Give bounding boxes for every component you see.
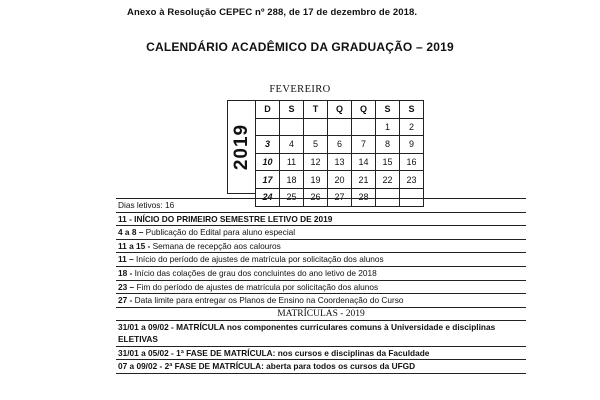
day-cell: 23 [400,171,424,189]
day-cell: 3 [256,136,280,154]
weekday-cell: S [280,101,304,119]
event-row [116,294,526,308]
annex-reference: Anexo à Resolução CEPEC nº 288, de 17 de dezembro de 2018. [127,7,418,18]
day-cell: 19 [304,171,328,189]
day-cell: 15 [376,153,400,171]
event-date: 11 a 15 - [118,240,151,251]
weekday-header-row [256,101,424,119]
matricula-date: 07 a 09/02 - [118,361,163,372]
matricula-text: nos componentes curriculares comuns à Universidade e disciplinas ELETIVAS [118,321,496,344]
day-cell [304,118,328,136]
day-cell: 22 [376,171,400,189]
event-date: 11 – [118,254,134,265]
day-cell [280,118,304,136]
matricula-text: aberta para todos os cursos da UFGD [263,361,416,372]
week-row [256,153,424,171]
day-cell: 8 [376,136,400,154]
day-cell: 27 [328,188,352,206]
day-cell: 1 [376,118,400,136]
day-cell: 10 [256,153,280,171]
page-title: CALENDÁRIO ACADÊMICO DA GRADUAÇÃO – 2019 [146,40,454,54]
week-row [256,171,424,189]
weekday-cell: S [376,101,400,119]
matricula-row [116,321,526,347]
event-text: Semana de recepção aos calouros [150,240,281,251]
dias-letivos: Dias letivos: 16 [116,198,526,213]
matricula-label: 2ª FASE DE MATRÍCULA: [162,361,264,372]
day-cell: 5 [304,136,328,154]
weekday-cell: D [256,101,280,119]
day-cell: 16 [400,153,424,171]
matricula-date: 31/01 a 05/02 - [118,347,174,358]
event-row [116,240,526,254]
event-date: 11 - [118,213,132,224]
day-cell: 26 [304,188,328,206]
matricula-row [116,360,526,374]
day-cell: 6 [328,136,352,154]
day-cell: 17 [256,171,280,189]
week-row [256,118,424,136]
day-cell: 14 [352,153,376,171]
event-row [116,267,526,281]
section-title-matriculas: MATRÍCULAS - 2019 [116,308,526,321]
event-text: Publicação do Edital para aluno especial [143,227,296,238]
event-text: INÍCIO DO PRIMEIRO SEMESTRE LETIVO DE 2019 [131,213,333,224]
year-label-box [227,100,255,194]
year-label: 2019 [230,123,252,171]
event-row [116,253,526,267]
weekday-cell: T [304,101,328,119]
day-cell [256,118,280,136]
day-cell: 24 [256,188,280,206]
event-text: Início das colações de grau dos concluintes do ano letivo de 2018 [132,267,377,278]
matricula-text: nos cursos e disciplinas da Faculdade [275,347,430,358]
day-cell: 28 [352,188,376,206]
month-title: FEVEREIRO [269,84,331,95]
day-cell: 25 [280,188,304,206]
weekday-cell: Q [328,101,352,119]
day-cell: 18 [280,171,304,189]
event-text: Fim do período de ajustes de matrícula por solicitação dos alunos [134,281,379,292]
weekday-cell: S [400,101,424,119]
day-cell: 12 [304,153,328,171]
day-cell: 7 [352,136,376,154]
event-date: 18 - [118,267,133,278]
event-date: 27 - [118,295,133,306]
day-cell: 21 [352,171,376,189]
day-cell [352,118,376,136]
event-row [116,213,526,227]
events-list [116,198,526,374]
day-cell: 2 [400,118,424,136]
day-cell [328,118,352,136]
weekday-cell: Q [352,101,376,119]
event-text: Data limite para entregar os Planos de Ensino na Coordenação do Curso [132,295,404,306]
day-cell: 20 [328,171,352,189]
matricula-row [116,347,526,361]
event-text: Início do período de ajustes de matrícula por solicitação dos alunos [133,254,384,265]
event-row [116,281,526,295]
day-cell: 4 [280,136,304,154]
matricula-label: MATRÍCULA [173,321,225,332]
event-row [116,226,526,240]
matricula-label: 1ª FASE DE MATRÍCULA: [173,347,276,358]
day-cell: 11 [280,153,304,171]
matricula-date: 31/01 a 09/02 - [118,321,174,332]
week-row [256,136,424,154]
calendar-grid [255,100,424,207]
event-date: 4 a 8 – [118,227,144,238]
day-cell: 13 [328,153,352,171]
event-date: 23 – [118,281,135,292]
day-cell: 9 [400,136,424,154]
